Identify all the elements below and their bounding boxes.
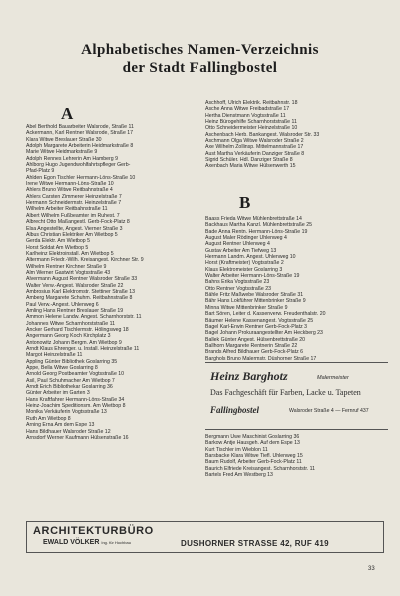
- directory-entry: Albert Wilhelm Fußbeamter im Ruhest. 7: [26, 212, 120, 219]
- page-number: 33: [368, 566, 375, 572]
- directory-entry: Amling Hans Rentner Breslauer Straße 19: [26, 307, 124, 314]
- directory-entry: Baurich Elfriede Kreisangest. Scharnhorststr. 11: [205, 465, 316, 472]
- directory-entry: Karlheinz Elektroinstall. Am Wietbop 5: [26, 250, 114, 257]
- directory-entry: Ahlden Egon Tischler Hermann-Löns-Straße 10: [26, 174, 136, 181]
- directory-entry: Sigrid Schüler. Hdl. Danziger Straße 8: [205, 157, 293, 164]
- directory-entry: Pfad-Platz 9: [26, 168, 55, 175]
- directory-entry: Abel Berthold Bauarbeiter Walsrode, Straße 11: [26, 124, 134, 130]
- section-letter-b: B: [239, 193, 251, 212]
- directory-entry: Aschenbach Herb. Bankangest. Walsroder Str. 33: [205, 131, 320, 138]
- directory-entry: Asche Anna Witwe Freibadstraße 17: [205, 106, 290, 113]
- directory-entry: Altermann Friedr.-Wilh. Kreisangest. Kirchner Str. 9: [26, 257, 144, 264]
- directory-entry: Bäumer Helene Kassenangest. Vogtsstraße 25: [205, 317, 314, 324]
- directory-column-right-top: [205, 100, 385, 170]
- directory-entry: Alvermann August Rentner Walsroder Straße 33: [26, 276, 138, 283]
- directory-entry: Bähle Fritz Maßwebe Walsroder Straße 31: [205, 292, 304, 299]
- directory-entry: Ballek Günter Angest. Hülsenbrettstraße 20: [205, 336, 306, 343]
- directory-column-right-bottom: [205, 434, 385, 478]
- directory-entry: Arning Erna Am dem Espe 13: [26, 422, 95, 429]
- directory-entry: Arnsdorf Werner Kaufmann Hülsenstraße 16: [26, 434, 129, 441]
- directory-entry: Wilhelm Arbeiter Reitbahnstraße 11: [26, 206, 108, 213]
- ad-description: Das Fachgeschäft für Farben, Lacke u. Tapeten: [210, 388, 361, 397]
- directory-entry: Alm Werner Gastwirt Vogtsstraße 43: [26, 269, 111, 276]
- ad-address: Walsroder Straße 4 — Fernruf 437: [289, 408, 369, 414]
- ad-address: DUSHORNER STRASSE 42, RUF 419: [181, 539, 329, 548]
- page-title-line1: Alphabetisches Namen-Verzeichnis: [81, 42, 319, 58]
- directory-entry: Adolph Margarete Arbeiterin Heidmarkstraße 8: [26, 143, 134, 150]
- advertisement-architekturbuero: [26, 521, 384, 553]
- directory-entry: Hermann Landm. Angest. Uhlenweg 10: [205, 254, 296, 261]
- directory-entry: Hermann Schneidermstr. Heinzelstraße 7: [26, 200, 122, 207]
- directory-entry: Irene Witwe Hermann-Löns-Straße 10: [26, 181, 114, 188]
- directory-entry: Arnold Georg Postbeamter Vogtsstraße 10: [26, 371, 125, 378]
- directory-entry: Marie Witwe Heidmarkstraße 9: [26, 149, 98, 156]
- directory-entry: Barkow Antje Hausgeh. Auf dem Espe 13: [205, 440, 300, 447]
- directory-entry: Ahlborg Hugo Jugendwohlfahrtspfleger Gerb-: [26, 162, 131, 169]
- directory-entry: Günter Arbeiter im Garten 3: [26, 390, 90, 397]
- advertisement-barghotz: [205, 362, 388, 430]
- directory-entry: Hans Bildhauer Walsroder Straße 12: [26, 428, 111, 435]
- ad-business-name: Heinz Barghotz: [210, 369, 288, 383]
- section-letter-a: A: [61, 104, 74, 123]
- directory-entry: Amberg Margarete Schuhm. Reitbahnstraße 8: [26, 295, 133, 302]
- directory-entry: Ackermann, Karl Rentner Walsrode, Straße 17: [26, 130, 134, 137]
- directory-entry: Aust Martha Verkäuferin Danziger Straße 8: [205, 150, 305, 157]
- directory-entry: Gerda Elektr. Am Wietbop 5: [26, 238, 91, 245]
- directory-entry: Minna Witwe Mittenbrinker Straße 9: [205, 304, 288, 311]
- directory-entry: Appling Günter Bibliothek Goslarring 35: [26, 358, 118, 365]
- directory-entry: Ballhorn Margarete Rentnerin Straße 22: [205, 342, 298, 349]
- directory-entry: Angermann Georg Koch Kirchplatz 3: [26, 333, 111, 340]
- directory-entry: Barghols Bruno Malermstr. Düshorner Straße 17: [205, 355, 317, 362]
- directory-entry: Ancker Gerhard Tischlermstr. Hölingsweg 18: [26, 327, 129, 333]
- directory-entry: Ammon Helene Landw. Angest. Scharnhorststr. 11: [26, 314, 142, 321]
- directory-entry: Antonowitz Johann Bergm. Am Wietbop 9: [26, 339, 122, 346]
- directory-entry: Baass Frieda Witwe Mühlenbrettstraße 14: [205, 216, 302, 222]
- ad-owner: [43, 539, 131, 546]
- directory-entry: Johannes Witwe Scharnhorststraße 11: [26, 320, 115, 327]
- directory-entry: Ambrosius Karl Elektromstr. Stettiner Straße 13: [26, 288, 135, 295]
- directory-entry: Ahlers Carsten Zimmerer Heinzelstraße 7: [26, 193, 122, 200]
- directory-entry: Heinz Bürogehilfe Scharnhorststraße 11: [205, 119, 297, 126]
- ad-town: Fallingbostel: [210, 405, 260, 415]
- directory-entry: Walter Arbeiter Hermann-Löns-Straße 19: [205, 273, 300, 280]
- directory-column-right-middle: [205, 216, 385, 362]
- page-title-line2: der Stadt Fallingbostel: [122, 60, 278, 76]
- directory-entry: Klara Witwe Breslauer Straße 30: [26, 136, 102, 143]
- directory-entry: Ruth Am Wietbop 8: [26, 415, 71, 422]
- ad-owner-name: EWALD VÖLKER: [43, 539, 100, 546]
- directory-entry: Brands Alfred Bildhauer Gerb-Fock-Platz 6: [205, 349, 304, 356]
- directory-entry: Appe, Bella Witwe Goslarring 8: [26, 365, 98, 372]
- directory-entry: Bartels Fred Am Westberg 13: [205, 472, 273, 479]
- directory-entry: Bagel Johann Prokuraangestellter Am Heckberg 23: [205, 330, 323, 337]
- directory-entry: Adolph Rennes Lehrerin Am Hamberg 9: [26, 155, 118, 162]
- directory-entry: Bade Anna Rentn. Hermann-Löns-Straße 19: [205, 228, 308, 235]
- directory-entry: Elsa Angestellte, Angest. Vierner Straße 3: [26, 225, 123, 232]
- directory-entry: August Maler Rödinger Uhlenweg 4: [205, 235, 287, 242]
- directory-entry: Monika Verkäuferin Vogtsstraße 13: [26, 409, 107, 416]
- directory-entry: Bähr Hans Lokführer Mittenbrinker Straße 9: [205, 298, 306, 305]
- directory-entry: Baum Rudolf, Arbeiter Gerb-Fock-Platz 11: [205, 459, 302, 466]
- directory-entry: Kurt Tischler im Wieblon 11: [205, 446, 268, 453]
- directory-entry: Hans Kraftfahrer Hermann-Löns-Straße 34: [26, 396, 125, 403]
- directory-entry: Margot Heinzelstraße 11: [26, 352, 83, 359]
- directory-entry: Otto Schneidermeister Heinzelstraße 10: [205, 125, 298, 132]
- directory-entry: Albus Christian Elektriker Am Wietbop 5: [26, 231, 118, 238]
- directory-entry: Wilhelm Rentner Kirchner Straße 9: [26, 263, 107, 270]
- directory-entry: Arndt Erich Bibliothekar Goslarring 36: [26, 384, 113, 391]
- directory-entry: Asil, Paul Schuhmacher Am Wietbop 7: [26, 377, 115, 384]
- ad-owner-note: Ing. für Hochbau: [101, 540, 131, 545]
- directory-entry: Aschmann Olga Witwe Walsroder Straße 2: [205, 138, 304, 145]
- directory-entry: Otto Rentner Vogtsstraße 23: [205, 285, 272, 292]
- ad-trade: Malermeister: [317, 375, 349, 381]
- directory-entry: Bagel Karl-Erwin Rentner Gerb-Fock-Platz 3: [205, 323, 308, 330]
- directory-entry: Aschhoff, Ulrich Elektrik. Reitbahnstr. 18: [205, 100, 298, 106]
- directory-entry: Backhaus Martha Kanzl. Mühlenbrettstraße 25: [205, 222, 312, 229]
- directory-entry: Horst Soldat Am Wietbop 5: [26, 244, 89, 251]
- directory-entry: Heinz-Joachim Speditionsm. Am Wietbop 8: [26, 403, 126, 410]
- ad-title: ARCHITEKTURBÜRO: [33, 525, 154, 537]
- directory-entry: Paul Verw.-Angest. Uhlenweg 6: [26, 301, 99, 308]
- directory-entry: Axenbach Maria Witwe Hülsenwerth 15: [205, 163, 296, 170]
- directory-entry: Ahlers Bruno Witwe Reitbahnstraße 4: [26, 187, 113, 194]
- directory-entry: Bergmann Uwe Maschinist Goslarring 36: [205, 434, 300, 440]
- directory-entry: Axe Wilhelm Zollinsp. Mittelmannstraße 17: [205, 144, 304, 151]
- directory-entry: Bart Sören, Leiter d. Kassenverw. Freudenthalstr. 20: [205, 311, 326, 318]
- directory-entry: Arndt Klaus Ehrenger. u. Install. Heinzelstraße 11: [26, 346, 140, 353]
- directory-entry: Albrecht Otto Maßangestl. Gerb-Fock-Platz 8: [26, 219, 130, 226]
- directory-entry: Bahns Erika Vogtsstraße 23: [205, 279, 270, 286]
- directory-entry: Barsbacke Klara Witwe Tiefl. Uhlenweg 15: [205, 453, 303, 460]
- directory-entry: Gustav Arbeiter Am Tiefweg 13: [205, 247, 277, 254]
- directory-column-left: [26, 124, 196, 441]
- directory-entry: Klaus Elektromeister Goslarring 3: [205, 266, 283, 273]
- directory-entry: Walter Verw.-Angest. Walsroder Straße 22: [26, 282, 124, 289]
- directory-entry: Hertha Dienstmann Vogtsstraße 11: [205, 112, 286, 119]
- directory-entry: Horst (Kraftmeister) Vogtsstraße 2: [205, 260, 284, 267]
- directory-entry: August Rentner Uhlenweg 4: [205, 241, 270, 248]
